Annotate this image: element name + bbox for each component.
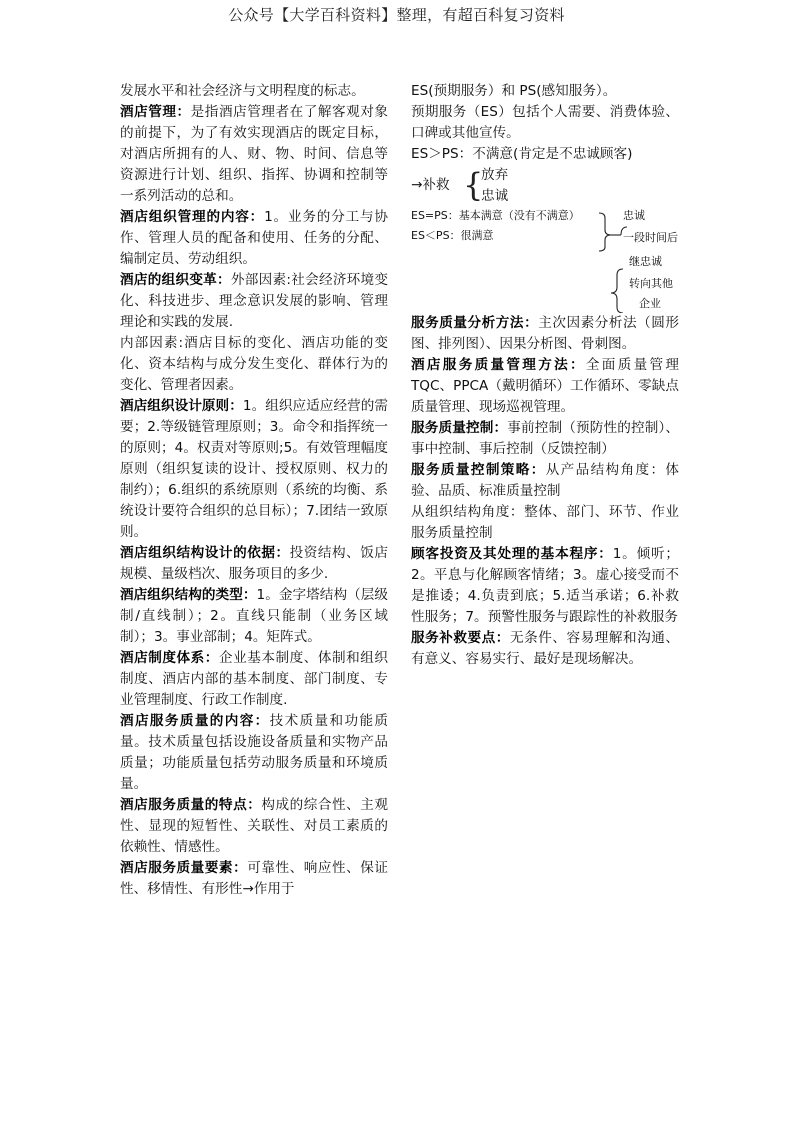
- term: 酒店服务质量的特点：: [120, 797, 262, 813]
- definition: 可靠性、响应性、保证性、移情性、有形性→作用于: [120, 860, 388, 897]
- paragraph-internal-factors: 内部因素:酒店目标的变化、酒店功能的变化、资本结构与成分发生变化、群体行为的变化、管理者因素。: [120, 335, 388, 393]
- term: 酒店服务质量要素：: [120, 860, 248, 876]
- paragraph-systems: [120, 648, 388, 711]
- paragraph-design-principles: [120, 396, 388, 543]
- term: 服务质量分析方法：: [411, 315, 539, 331]
- paragraph-structure-types: [120, 585, 388, 648]
- term: 酒店服务质量的内容：: [120, 713, 270, 729]
- remedy-brace: [411, 165, 679, 207]
- definition: 无条件、容易理解和沟通、有意义、容易实行、最好是现场解决。: [411, 630, 680, 667]
- definition: 是指酒店管理者在了解客观对象的前提下，为了有效实现酒店的既定目标，对酒店所拥有的人、财、物、时间、信息等资源进行计划、组织、指挥、协调和控制等一系列活动的总和。: [120, 104, 389, 204]
- term: 酒店服务质量管理方法：: [411, 357, 586, 373]
- definition: 投资结构、饭店规模、量级档次、服务项目的多少.: [120, 545, 389, 582]
- paragraph-quality-elements: [120, 858, 388, 900]
- paragraph-quality-content: [120, 711, 388, 795]
- term: 酒店组织设计原则：: [120, 398, 243, 414]
- term: 酒店组织管理的内容：: [120, 209, 265, 225]
- paragraph-analysis-methods: [411, 313, 679, 355]
- term: 服务补救要点：: [411, 630, 510, 646]
- enterprise-label: 企业: [639, 297, 661, 310]
- definition: 1。业务的分工与协作、管理人员的配备和使用、任务的分配、编制定员、劳动组织。: [120, 209, 389, 267]
- paragraph: 发展水平和社会经济与文明程度的标志。: [120, 83, 365, 99]
- turn-other-label: 转向其他: [629, 277, 673, 290]
- definition: 1。组织应适应经营的需要；2.等级链管理原则；3。命令和指挥统一的原则；4。权责对等原则;5。有效管理幅度原则（组织复读的设计、授权原则、权力的制约）；6.组织的系统原则（系统的均衡、系统设计要符合组织的总目标）；7.团结一致原则。: [120, 398, 389, 540]
- paragraph-hotel-management: [120, 102, 388, 207]
- definition: 1。倾听；2。平息与化解顾客情绪；3。虚心接受而不是推诿；4.负责到底；5.适当承诺；6.补救性服务；7。预警性服务与跟踪性的补救服务: [411, 546, 679, 625]
- paragraph-quality-control: [411, 418, 679, 460]
- paragraph-org-management: [120, 207, 388, 270]
- term: 酒店的组织变革：: [120, 272, 231, 288]
- paragraph: ES＞PS：不满意(肯定是不忠诚顾客): [411, 146, 633, 162]
- term: 酒店组织结构的类型：: [120, 587, 257, 603]
- paragraph-remedy-points: [411, 628, 679, 670]
- paragraph: 从组织结构角度：整体、部门、环节、作业服务质量控制: [411, 504, 679, 541]
- definition: 1。金字塔结构（层级制/直线制）；2。直线只能制（业务区域制）；3。事业部制；4。矩阵式。: [120, 587, 388, 645]
- definition: 全面质量管理 TQC、PPCA（戴明循环）工作循环、零缺点质量管理、现场巡视管理。: [411, 357, 680, 415]
- loyal-label: 忠诚: [623, 209, 645, 222]
- paragraph-design-basis: [120, 543, 388, 585]
- paragraph-management-methods: [411, 355, 679, 418]
- remedy-label: →补救: [411, 177, 450, 193]
- definition: 主次因素分析法（圆形图、排列图）、因果分析图、骨刺图。: [411, 315, 679, 352]
- term: 酒店制度体系：: [120, 650, 219, 666]
- definition: 构成的综合性、主观性、显现的短暂性、关联性、对员工素质的依赖性、情感性。: [120, 797, 389, 855]
- left-column: [120, 81, 388, 900]
- definition: 企业基本制度、体制和组织制度、酒店内部的基本制度、部门制度、专业管理制度、行政工作制度.: [120, 650, 389, 708]
- after-period-label: 一段时间后: [623, 231, 678, 244]
- definition: 技术质量和功能质量。技术质量包括设施设备质量和实物产品质量；功能质量包括劳动服务质量和环境质量。: [120, 713, 389, 792]
- term: 服务质量控制策略：: [411, 462, 546, 478]
- term: 顾客投资及其处理的基本程序：: [411, 546, 613, 562]
- page-header: 公众号【大学百科资料】整理，有超百科复习资料: [228, 6, 565, 24]
- es-lt-ps: ES＜PS：很满意: [411, 229, 494, 242]
- paragraph-complaint-procedure: [411, 544, 679, 628]
- definition: 事前控制（预防性的控制）、事中控制、事后控制（反馈控制）: [411, 420, 679, 457]
- paragraph: 预期服务（ES）包括个人需要、消费体验、口碑或其他宣传。: [411, 104, 679, 141]
- satisfaction-diagram: [411, 207, 679, 313]
- paragraph: ES(预期服务）和 PS(感知服务）。: [411, 83, 617, 99]
- definition: 从产品结构角度：体验、品质、标准质量控制: [411, 462, 680, 499]
- left-brace: {: [463, 166, 484, 204]
- paragraph-quality-features: [120, 795, 388, 858]
- keep-loyal-label: 继忠诚: [629, 255, 662, 268]
- paragraph-org-change: [120, 270, 388, 333]
- paragraph-control-strategy: [411, 460, 679, 502]
- term: 服务质量控制：: [411, 420, 508, 436]
- term: 酒店管理：: [120, 104, 191, 120]
- option-abandon: 放弃: [481, 167, 509, 183]
- es-eq-ps: ES=PS：基本满意（没有不满意）: [411, 209, 580, 222]
- definition: 外部因素:社会经济环境变化、科技进步、理念意识发展的影响、管理理论和实践的发展.: [120, 272, 388, 330]
- right-column: [411, 81, 679, 670]
- option-loyal: 忠诚: [481, 188, 509, 204]
- term: 酒店组织结构设计的依据：: [120, 545, 290, 561]
